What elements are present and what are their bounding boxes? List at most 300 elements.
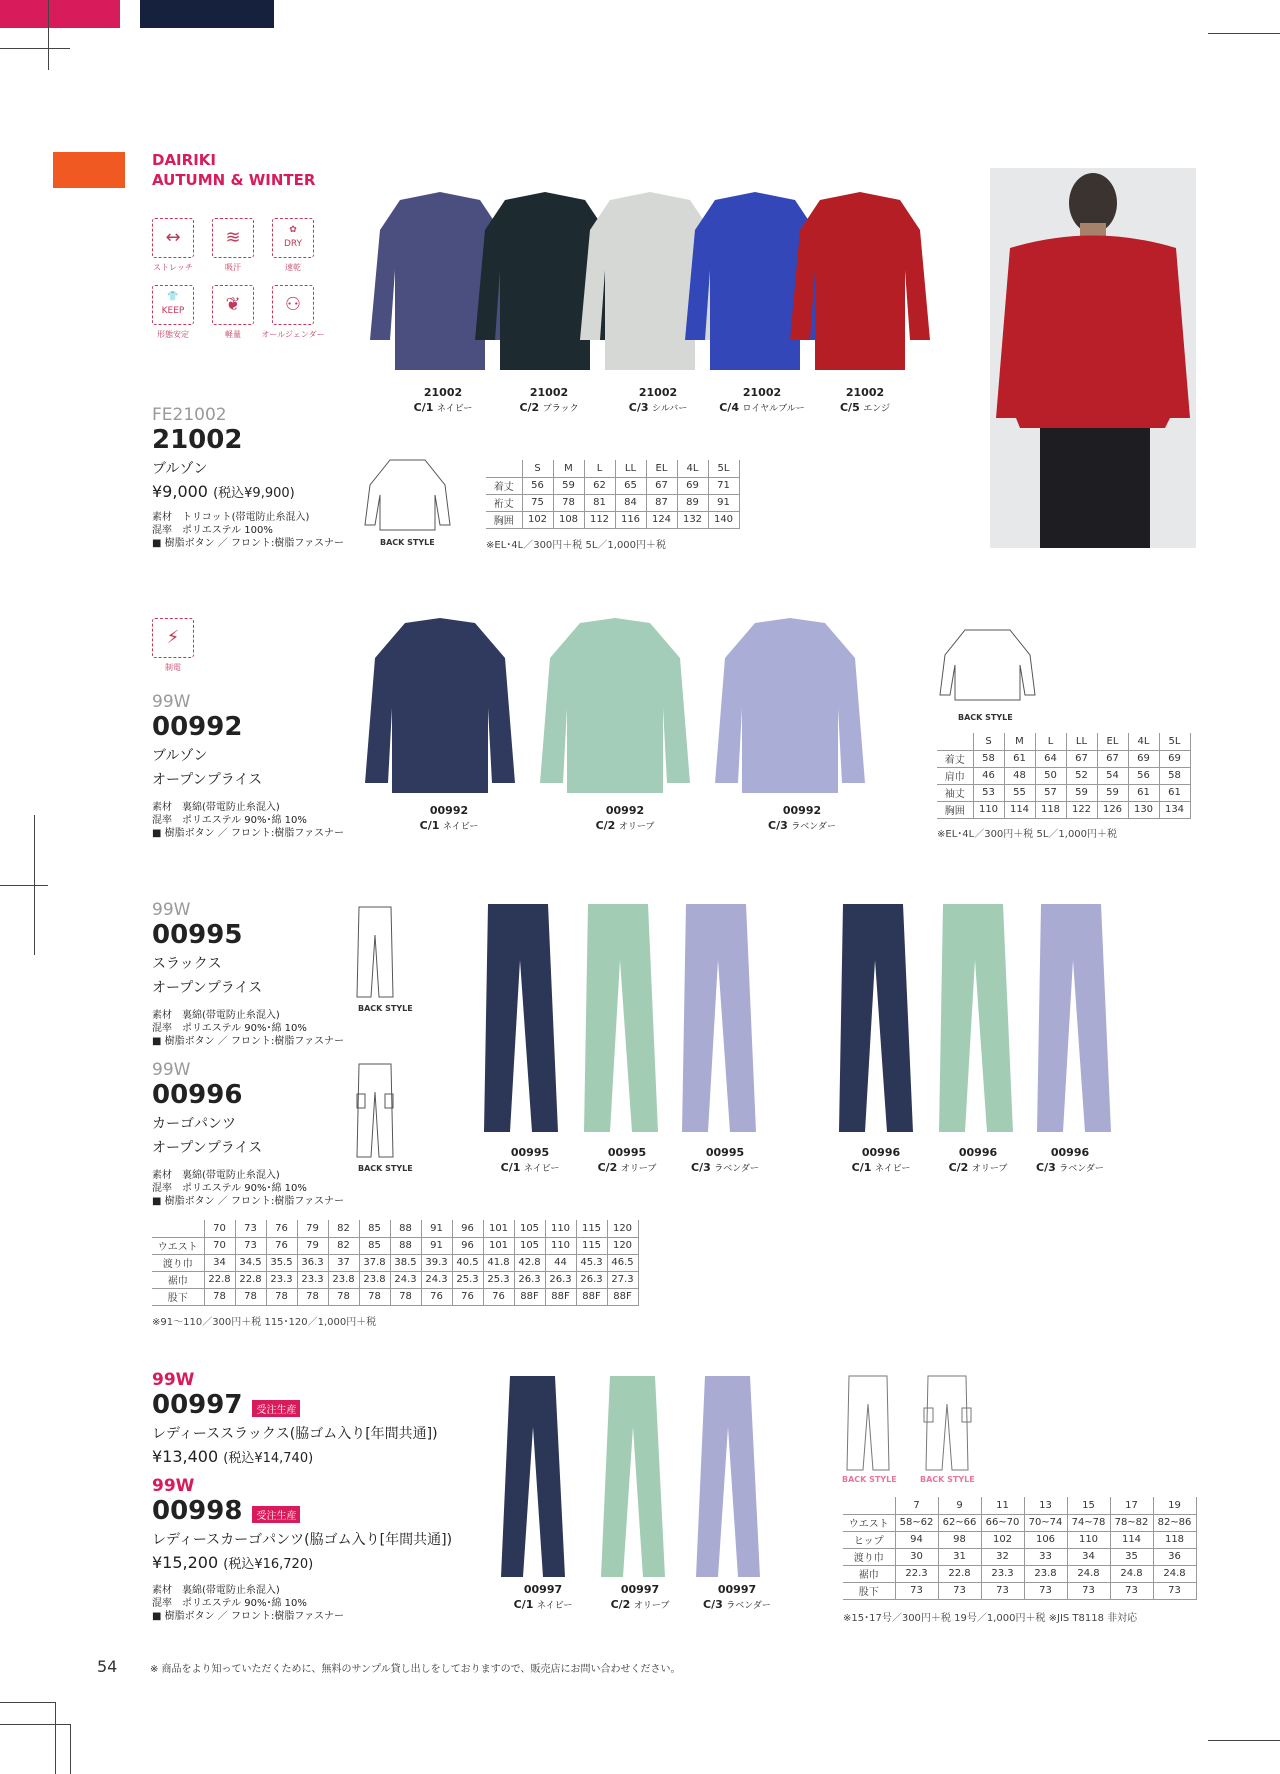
table-header-cell: S bbox=[522, 460, 553, 477]
icon-label: 制電 bbox=[165, 663, 181, 672]
table-cell: 27.3 bbox=[607, 1271, 638, 1288]
table-cell: 140 bbox=[708, 511, 739, 528]
table-cell: 24.3 bbox=[421, 1271, 452, 1288]
product-name: ブルゾン bbox=[152, 748, 208, 764]
table-header-cell bbox=[937, 733, 973, 750]
table-header-cell: 105 bbox=[514, 1220, 545, 1237]
table-header-cell: EL bbox=[646, 460, 677, 477]
made-to-order-badge: 受注生産 bbox=[252, 1506, 300, 1523]
table-cell: 110 bbox=[1067, 1531, 1110, 1548]
ladies-pants-photos bbox=[495, 1372, 800, 1582]
table-row bbox=[152, 1254, 638, 1271]
table-header-cell: 115 bbox=[576, 1220, 607, 1237]
table-header-cell bbox=[486, 460, 522, 477]
jacket-back-sketch bbox=[360, 455, 455, 535]
stretch-icon: ↔ bbox=[152, 218, 194, 258]
color-label: 00996 C/1 ネイビー bbox=[851, 1146, 911, 1174]
table-cell: 25.3 bbox=[452, 1271, 483, 1288]
table-cell: 108 bbox=[553, 511, 584, 528]
pants-00997-c1 bbox=[501, 1376, 565, 1577]
back-style-label: BACK STYLE bbox=[842, 1475, 897, 1484]
table-cell: 40.5 bbox=[452, 1254, 483, 1271]
table-row bbox=[843, 1514, 1196, 1531]
table-cell: 57 bbox=[1035, 784, 1066, 801]
table-cell: 82~86 bbox=[1153, 1514, 1196, 1531]
table-cell: 69 bbox=[677, 477, 708, 494]
table-cell: 23.3 bbox=[297, 1271, 328, 1288]
table-cell: 65 bbox=[615, 477, 646, 494]
product-00995 bbox=[152, 900, 344, 1048]
table-cell: 134 bbox=[1159, 801, 1190, 818]
table-cell: 110 bbox=[545, 1237, 576, 1254]
color-label: 21002 C/4 ロイヤルブルー bbox=[719, 386, 805, 414]
table-cell: 30 bbox=[895, 1548, 938, 1565]
table-cell: 35 bbox=[1110, 1548, 1153, 1565]
product-price: ¥9,000 (税込¥9,900) bbox=[152, 482, 295, 501]
table-cell: 96 bbox=[452, 1237, 483, 1254]
table-cell: 76 bbox=[421, 1288, 452, 1305]
quick-dry-icon: ✿ DRY bbox=[272, 218, 314, 258]
table-cell: 106 bbox=[1024, 1531, 1067, 1548]
table-cell: 50 bbox=[1035, 767, 1066, 784]
spec-button: ■ 樹脂ボタン ／ フロント:樹脂ファスナー bbox=[152, 828, 344, 839]
pants-00995-c2 bbox=[584, 904, 658, 1132]
table-cell: 22.8 bbox=[204, 1271, 235, 1288]
back-style-label: BACK STYLE bbox=[358, 1004, 413, 1013]
product-code: 00998 bbox=[152, 1496, 243, 1526]
table-row-label: ヒップ bbox=[843, 1531, 895, 1548]
product-00992 bbox=[152, 692, 344, 840]
table-cell: 88F bbox=[576, 1288, 607, 1305]
table-cell: 44 bbox=[545, 1254, 576, 1271]
jacket-21002-photos bbox=[360, 190, 960, 375]
color-label: 00992 C/3 ラベンダー bbox=[768, 804, 836, 832]
table-cell: 56 bbox=[1128, 767, 1159, 784]
table-cell: 73 bbox=[1067, 1582, 1110, 1599]
table-cell: 115 bbox=[576, 1237, 607, 1254]
table-cell: 75 bbox=[522, 494, 553, 511]
table-row bbox=[843, 1582, 1196, 1599]
crop-mark bbox=[0, 48, 70, 49]
jacket-00992-c2 bbox=[540, 618, 690, 793]
color-label: 21002 C/3 シルバー bbox=[628, 386, 688, 414]
table-cell: 69 bbox=[1128, 750, 1159, 767]
table-cell: 52 bbox=[1066, 767, 1097, 784]
table-header-cell: 15 bbox=[1067, 1497, 1110, 1514]
table-header-cell: 7 bbox=[895, 1497, 938, 1514]
table-cell: 32 bbox=[981, 1548, 1024, 1565]
product-00998 bbox=[152, 1476, 452, 1623]
table-cell: 25.3 bbox=[483, 1271, 514, 1288]
table-cell: 101 bbox=[483, 1237, 514, 1254]
table-row-label: 袖丈 bbox=[937, 784, 973, 801]
table-cell: 130 bbox=[1128, 801, 1159, 818]
table-cell: 69 bbox=[1159, 750, 1190, 767]
table-header-cell: M bbox=[1004, 733, 1035, 750]
table-header-cell: 13 bbox=[1024, 1497, 1067, 1514]
crop-mark bbox=[70, 1724, 71, 1774]
table-header-cell: LL bbox=[615, 460, 646, 477]
cargo-back-sketch bbox=[355, 1062, 395, 1160]
spec-material: 素材 裏綿(帯電防止糸混入) bbox=[152, 802, 280, 813]
crop-mark bbox=[1208, 1740, 1280, 1741]
table-header-cell: 76 bbox=[266, 1220, 297, 1237]
table-header-cell: 5L bbox=[1159, 733, 1190, 750]
table-cell: 24.3 bbox=[390, 1271, 421, 1288]
table-row bbox=[486, 511, 739, 528]
table-cell: 62 bbox=[584, 477, 615, 494]
shape-keep-tag: KEEP bbox=[161, 306, 185, 316]
table-cell: 56 bbox=[522, 477, 553, 494]
color-label: 00992 C/1 ネイビー bbox=[419, 804, 479, 832]
table-row-label: 渡り巾 bbox=[152, 1254, 204, 1271]
table-header-cell: 120 bbox=[607, 1220, 638, 1237]
table-row bbox=[152, 1288, 638, 1305]
table-cell: 36.3 bbox=[297, 1254, 328, 1271]
spec-blend: 混率 ポリエステル 100% bbox=[152, 525, 273, 536]
back-style-label: BACK STYLE bbox=[920, 1475, 975, 1484]
sweat-absorb-icon: ≋ bbox=[212, 218, 254, 258]
icon-label: 軽量 bbox=[225, 330, 241, 339]
table-cell: 61 bbox=[1128, 784, 1159, 801]
table-cell: 54 bbox=[1097, 767, 1128, 784]
table-row-label: ウエスト bbox=[152, 1237, 204, 1254]
table-cell: 59 bbox=[1066, 784, 1097, 801]
table-header-cell: LL bbox=[1066, 733, 1097, 750]
table-cell: 23.3 bbox=[266, 1271, 297, 1288]
table-header-cell: S bbox=[973, 733, 1004, 750]
icon-label: 形態安定 bbox=[157, 330, 189, 339]
crop-mark bbox=[55, 1702, 56, 1774]
crop-mark bbox=[0, 885, 48, 886]
table-cell: 37.8 bbox=[359, 1254, 390, 1271]
table-cell: 53 bbox=[973, 784, 1004, 801]
product-price: ¥13,400 (税込¥14,740) bbox=[152, 1447, 314, 1466]
table-cell: 79 bbox=[297, 1237, 328, 1254]
jacket-back-sketch bbox=[935, 625, 1040, 705]
table-cell: 67 bbox=[1097, 750, 1128, 767]
size-table-21002 bbox=[486, 460, 740, 529]
pants-00996-c3 bbox=[1037, 904, 1111, 1132]
table-cell: 102 bbox=[522, 511, 553, 528]
table-cell: 36 bbox=[1153, 1548, 1196, 1565]
crop-mark bbox=[48, 0, 49, 70]
color-label: 21002 C/2 ブラック bbox=[519, 386, 579, 414]
table-cell: 31 bbox=[938, 1548, 981, 1565]
table-cell: 126 bbox=[1097, 801, 1128, 818]
table-header-cell: 19 bbox=[1153, 1497, 1196, 1514]
product-price: オープンプライス bbox=[152, 772, 263, 788]
ladies-slacks-back-sketch bbox=[843, 1374, 893, 1474]
table-row bbox=[937, 767, 1190, 784]
table-header-cell: M bbox=[553, 460, 584, 477]
table-cell: 122 bbox=[1066, 801, 1097, 818]
model-photo bbox=[990, 168, 1196, 548]
table-header-cell: 85 bbox=[359, 1220, 390, 1237]
crop-mark bbox=[34, 815, 35, 955]
table-cell: 42.8 bbox=[514, 1254, 545, 1271]
table-cell: 110 bbox=[973, 801, 1004, 818]
table-cell: 61 bbox=[1159, 784, 1190, 801]
table-cell: 91 bbox=[708, 494, 739, 511]
table-cell: 24.8 bbox=[1153, 1565, 1196, 1582]
table-cell: 62~66 bbox=[938, 1514, 981, 1531]
table-row bbox=[486, 494, 739, 511]
header-tab-navy bbox=[140, 0, 274, 28]
table-row bbox=[152, 1237, 638, 1254]
product-name: レディースカーゴパンツ(脇ゴム入り[年間共通]) bbox=[152, 1532, 453, 1548]
table-header-cell: 96 bbox=[452, 1220, 483, 1237]
table-cell: 55 bbox=[1004, 784, 1035, 801]
crop-mark bbox=[1208, 33, 1280, 34]
brand-block bbox=[152, 150, 315, 190]
table-header-cell: EL bbox=[1097, 733, 1128, 750]
table-cell: 88F bbox=[607, 1288, 638, 1305]
table-header-cell: 9 bbox=[938, 1497, 981, 1514]
table-cell: 102 bbox=[981, 1531, 1024, 1548]
product-21002 bbox=[152, 405, 344, 550]
size-note: ※15･17号／300円＋税 19号／1,000円＋税 ※JIS T8118 非対応 bbox=[843, 1613, 1138, 1624]
pants-00996-c2 bbox=[939, 904, 1013, 1132]
table-cell: 124 bbox=[646, 511, 677, 528]
table-cell: 78 bbox=[359, 1288, 390, 1305]
table-header-cell: 73 bbox=[235, 1220, 266, 1237]
table-cell: 73 bbox=[1110, 1582, 1153, 1599]
table-cell: 114 bbox=[1004, 801, 1035, 818]
color-label: 00995 C/3 ラベンダー bbox=[691, 1146, 759, 1174]
table-cell: 33 bbox=[1024, 1548, 1067, 1565]
table-cell: 48 bbox=[1004, 767, 1035, 784]
table-cell: 23.8 bbox=[359, 1271, 390, 1288]
table-cell: 58~62 bbox=[895, 1514, 938, 1531]
table-cell: 23.8 bbox=[328, 1271, 359, 1288]
table-cell: 118 bbox=[1035, 801, 1066, 818]
table-row-label: 着丈 bbox=[486, 477, 522, 494]
product-name: カーゴパンツ bbox=[152, 1116, 236, 1132]
table-cell: 37 bbox=[328, 1254, 359, 1271]
size-note: ※91～110／300円＋税 115･120／1,000円＋税 bbox=[152, 1317, 377, 1328]
table-cell: 22.8 bbox=[938, 1565, 981, 1582]
table-row bbox=[937, 801, 1190, 818]
table-header-cell: 79 bbox=[297, 1220, 328, 1237]
table-cell: 22.8 bbox=[235, 1271, 266, 1288]
product-00996 bbox=[152, 1060, 344, 1208]
table-cell: 74~78 bbox=[1067, 1514, 1110, 1531]
spec-button: ■ 樹脂ボタン ／ フロント:樹脂ファスナー bbox=[152, 538, 344, 549]
series-code: 99W bbox=[152, 1476, 195, 1496]
table-cell: 59 bbox=[1097, 784, 1128, 801]
table-cell: 66~70 bbox=[981, 1514, 1024, 1531]
table-cell: 73 bbox=[981, 1582, 1024, 1599]
table-cell: 71 bbox=[708, 477, 739, 494]
color-label: 21002 C/1 ネイビー bbox=[413, 386, 473, 414]
product-price: オープンプライス bbox=[152, 980, 263, 996]
table-cell: 35.5 bbox=[266, 1254, 297, 1271]
table-row-label: 裾巾 bbox=[843, 1565, 895, 1582]
table-row-label: 胸囲 bbox=[486, 511, 522, 528]
size-table-00992 bbox=[937, 733, 1191, 819]
spec-blend: 混率 ポリエステル 90%･綿 10% bbox=[152, 1023, 307, 1034]
header-tab-pink bbox=[0, 0, 120, 28]
pants-00995-c1 bbox=[484, 904, 558, 1132]
spec-button: ■ 樹脂ボタン ／ フロント:樹脂ファスナー bbox=[152, 1036, 344, 1047]
table-cell: 78 bbox=[553, 494, 584, 511]
size-note: ※EL･4L／300円＋税 5L／1,000円＋税 bbox=[937, 829, 1118, 840]
table-row bbox=[843, 1565, 1196, 1582]
table-cell: 59 bbox=[553, 477, 584, 494]
table-header-cell: 5L bbox=[708, 460, 739, 477]
table-cell: 84 bbox=[615, 494, 646, 511]
table-header-cell bbox=[843, 1497, 895, 1514]
table-cell: 58 bbox=[973, 750, 1004, 767]
table-cell: 34 bbox=[1067, 1548, 1110, 1565]
table-cell: 87 bbox=[646, 494, 677, 511]
color-label: 21002 C/5 エンジ bbox=[839, 386, 891, 414]
table-cell: 78 bbox=[297, 1288, 328, 1305]
series-code: 99W bbox=[152, 900, 191, 920]
table-cell: 45.3 bbox=[576, 1254, 607, 1271]
pants-00996-c1 bbox=[839, 904, 913, 1132]
color-label: 00992 C/2 オリーブ bbox=[595, 804, 655, 832]
back-style-label: BACK STYLE bbox=[958, 713, 1013, 722]
footer-note: ※ 商品をより知っていただくために、無料のサンプル貸し出しをしておりますので、販売店にお問い合わせください。 bbox=[150, 1664, 681, 1675]
table-row bbox=[152, 1271, 638, 1288]
table-cell: 34 bbox=[204, 1254, 235, 1271]
product-name: ブルゾン bbox=[152, 461, 208, 477]
pants-00997-c2 bbox=[601, 1376, 665, 1577]
icon-label: 速乾 bbox=[285, 263, 301, 272]
table-row-label: 胸囲 bbox=[937, 801, 973, 818]
table-cell: 24.8 bbox=[1110, 1565, 1153, 1582]
product-code: 00992 bbox=[152, 712, 243, 742]
color-label: 00996 C/3 ラベンダー bbox=[1036, 1146, 1104, 1174]
pants-00995-c3 bbox=[682, 904, 756, 1132]
color-label: 00995 C/2 オリーブ bbox=[597, 1146, 657, 1174]
table-cell: 89 bbox=[677, 494, 708, 511]
table-header-cell bbox=[152, 1220, 204, 1237]
ladies-cargo-back-sketch bbox=[920, 1374, 975, 1474]
table-cell: 73 bbox=[235, 1237, 266, 1254]
table-cell: 46.5 bbox=[607, 1254, 638, 1271]
table-header-cell: 11 bbox=[981, 1497, 1024, 1514]
orange-marker bbox=[53, 152, 125, 188]
made-to-order-badge: 受注生産 bbox=[252, 1400, 300, 1417]
table-cell: 76 bbox=[266, 1237, 297, 1254]
table-header-cell: 4L bbox=[677, 460, 708, 477]
table-cell: 67 bbox=[1066, 750, 1097, 767]
table-cell: 118 bbox=[1153, 1531, 1196, 1548]
table-cell: 105 bbox=[514, 1237, 545, 1254]
product-price: ¥15,200 (税込¥16,720) bbox=[152, 1553, 314, 1572]
product-00997 bbox=[152, 1370, 438, 1466]
table-row bbox=[937, 750, 1190, 767]
jacket-00992-c3 bbox=[715, 618, 865, 793]
table-row bbox=[843, 1548, 1196, 1565]
table-header-cell: L bbox=[1035, 733, 1066, 750]
table-cell: 85 bbox=[359, 1237, 390, 1254]
size-note: ※EL･4L／300円＋税 5L／1,000円＋税 bbox=[486, 540, 667, 551]
table-cell: 46 bbox=[973, 767, 1004, 784]
color-label: 00995 C/1 ネイビー bbox=[500, 1146, 560, 1174]
pants-00997-c3 bbox=[696, 1376, 760, 1577]
table-cell: 73 bbox=[895, 1582, 938, 1599]
table-cell: 76 bbox=[483, 1288, 514, 1305]
table-header-cell: 101 bbox=[483, 1220, 514, 1237]
table-cell: 78 bbox=[328, 1288, 359, 1305]
table-header-cell: 88 bbox=[390, 1220, 421, 1237]
crop-mark bbox=[0, 1702, 55, 1703]
table-cell: 112 bbox=[584, 511, 615, 528]
table-header-cell: 4L bbox=[1128, 733, 1159, 750]
table-cell: 76 bbox=[452, 1288, 483, 1305]
back-style-label: BACK STYLE bbox=[380, 538, 435, 547]
spec-material: 素材 裏綿(帯電防止糸混入) bbox=[152, 1170, 280, 1181]
table-header-cell: 17 bbox=[1110, 1497, 1153, 1514]
product-code: 00997 bbox=[152, 1390, 243, 1420]
table-cell: 98 bbox=[938, 1531, 981, 1548]
table-cell: 78 bbox=[235, 1288, 266, 1305]
icon-label: オールジェンダー bbox=[261, 330, 325, 339]
table-cell: 41.8 bbox=[483, 1254, 514, 1271]
table-cell: 78 bbox=[390, 1288, 421, 1305]
pants-photos bbox=[480, 900, 1120, 1140]
series-code: FE21002 bbox=[152, 405, 227, 425]
series-code: 99W bbox=[152, 692, 191, 712]
spec-blend: 混率 ポリエステル 90%･綿 10% bbox=[152, 1598, 307, 1609]
product-code: 00995 bbox=[152, 920, 243, 950]
table-row-label: 肩巾 bbox=[937, 767, 973, 784]
table-row bbox=[937, 784, 1190, 801]
spec-button: ■ 樹脂ボタン ／ フロント:樹脂ファスナー bbox=[152, 1196, 344, 1207]
table-row bbox=[486, 477, 739, 494]
page-number: 54 bbox=[97, 1657, 118, 1676]
table-cell: 73 bbox=[1024, 1582, 1067, 1599]
table-cell: 114 bbox=[1110, 1531, 1153, 1548]
table-header-cell: 82 bbox=[328, 1220, 359, 1237]
size-table-ladies bbox=[843, 1497, 1197, 1600]
antistatic-icon: ⚡ bbox=[152, 618, 194, 658]
table-cell: 120 bbox=[607, 1237, 638, 1254]
color-label: 00997 C/1 ネイビー bbox=[513, 1583, 573, 1611]
table-cell: 23.8 bbox=[1024, 1565, 1067, 1582]
brand-name: DAIRIKI bbox=[152, 151, 216, 169]
spec-material: 素材 裏綿(帯電防止糸混入) bbox=[152, 1585, 280, 1596]
table-row-label: 股下 bbox=[843, 1582, 895, 1599]
quick-dry-tag: DRY bbox=[283, 239, 303, 249]
spec-button: ■ 樹脂ボタン ／ フロント:樹脂ファスナー bbox=[152, 1611, 344, 1622]
table-cell: 26.3 bbox=[514, 1271, 545, 1288]
table-cell: 88F bbox=[545, 1288, 576, 1305]
table-cell: 88F bbox=[514, 1288, 545, 1305]
table-cell: 39.3 bbox=[421, 1254, 452, 1271]
table-cell: 61 bbox=[1004, 750, 1035, 767]
product-name: スラックス bbox=[152, 956, 222, 972]
table-row-label: ウエスト bbox=[843, 1514, 895, 1531]
table-cell: 70 bbox=[204, 1237, 235, 1254]
table-header-cell: 110 bbox=[545, 1220, 576, 1237]
table-header-cell: 91 bbox=[421, 1220, 452, 1237]
back-style-label: BACK STYLE bbox=[358, 1164, 413, 1173]
table-cell: 82 bbox=[328, 1237, 359, 1254]
color-label: 00997 C/3 ラベンダー bbox=[703, 1583, 771, 1611]
table-cell: 64 bbox=[1035, 750, 1066, 767]
size-table-pants bbox=[152, 1220, 639, 1306]
table-cell: 58 bbox=[1159, 767, 1190, 784]
table-row bbox=[843, 1531, 1196, 1548]
table-cell: 34.5 bbox=[235, 1254, 266, 1271]
table-cell: 23.3 bbox=[981, 1565, 1024, 1582]
product-code: 21002 bbox=[152, 425, 243, 455]
